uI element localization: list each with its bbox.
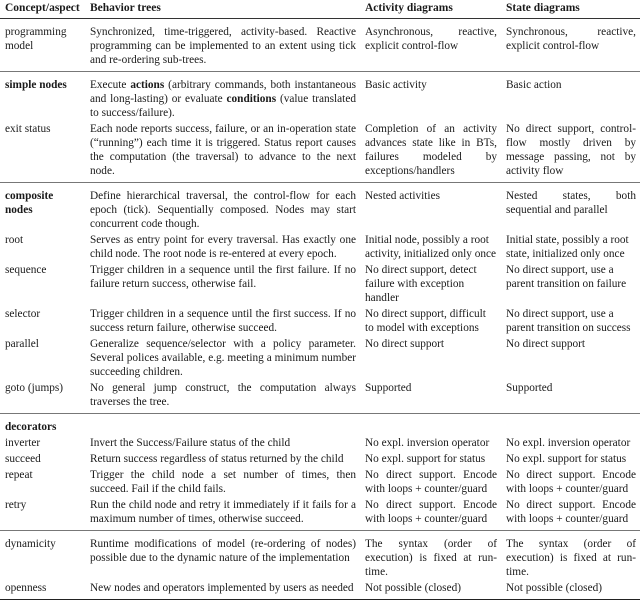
state-diagrams-cell: No direct support, use a parent transition on failure [506, 264, 627, 290]
behavior-trees-cell: No general jump construct, the computation always traverses the tree. [85, 380, 360, 414]
behavior-trees-cell: Trigger the child node a set number of times, then succeed. Fail if the child fails. [90, 469, 356, 495]
behavior-trees-cell: Trigger children in a sequence until the first success. If no success return failure, otherwise succeed. [90, 308, 356, 334]
behavior-trees-cell: Return success regardless of status returned by the child [90, 453, 344, 465]
behavior-trees-cell: Runtime modifications of model (re-ordering of nodes) possible due to the dynamic nature of the implementation [90, 538, 356, 564]
state-diagrams-cell: No expl. support for status [506, 453, 627, 465]
behavior-trees-cell [85, 414, 360, 436]
activity-diagrams-cell: The syntax (order of execution) is fixed at run-time. [365, 538, 497, 578]
activity-diagrams-cell: Completion of an activity advances state like in BTs, failures modeled by exceptions/handlers [360, 121, 501, 183]
activity-diagrams-cell: No direct support [365, 338, 445, 350]
concept-cell: repeat [5, 469, 33, 481]
concept-cell: composite nodes [5, 190, 54, 216]
table-row [0, 306, 640, 336]
state-diagrams-cell: The syntax (order of execution) is fixed at run-time. [506, 538, 636, 578]
state-diagrams-cell: Basic action [506, 79, 562, 91]
state-diagrams-cell: No direct support. Encode with loops + counter/guard [506, 469, 636, 495]
behavior-trees-cell: Trigger children in a sequence until the first failure. If no failure return success, otherwise fail. [90, 264, 356, 290]
concept-cell: sequence [5, 264, 47, 276]
state-diagrams-cell: No direct support [506, 338, 586, 350]
concept-cell: parallel [5, 338, 39, 350]
behavior-trees-cell: Run the child node and retry it immediately if it fails for a maximum number of times, otherwise succeed. [85, 497, 360, 531]
concept-cell: programming model [0, 19, 85, 72]
activity-diagrams-cell: Supported [360, 380, 501, 414]
behavior-trees-cell: Generalize sequence/selector with a policy parameter. Several polices available, e.g. meeting a minimum number succeeding children. [90, 338, 356, 378]
concept-cell: dynamicity [5, 538, 56, 550]
activity-diagrams-cell: No direct support. Encode with loops + counter/guard [360, 497, 501, 531]
state-diagrams-cell: Initial state, possibly a root state, initialized only once [506, 234, 629, 260]
table-row [0, 414, 640, 436]
table-row [0, 121, 640, 183]
table-row [0, 336, 640, 380]
activity-diagrams-cell: No expl. support for status [365, 453, 486, 465]
concept-cell: goto (jumps) [0, 380, 85, 414]
concept-cell: exit status [0, 121, 85, 183]
table-row [0, 580, 640, 600]
activity-diagrams-cell: No direct support, detect failure with exception handler [365, 264, 477, 304]
table-row [0, 380, 640, 414]
table-row [0, 451, 640, 467]
state-diagrams-cell: Synchronous, reactive, explicit control-flow [501, 19, 640, 72]
state-diagrams-cell: Nested states, both sequential and parallel [506, 190, 636, 216]
state-diagrams-cell: Not possible (closed) [501, 580, 640, 600]
activity-diagrams-cell: Initial node, possibly a root activity, initialized only once [365, 234, 497, 260]
state-diagrams-cell: No direct support, control-flow mostly driven by message passing, not by activity flow [501, 121, 640, 183]
header-state-diagrams: State diagrams [501, 0, 640, 19]
state-diagrams-cell: No direct support. Encode with loops + counter/guard [501, 497, 640, 531]
behavior-trees-cell: Serves as entry point for every traversal. Has exactly one child node. The root node is re-entered at every epoch. [90, 234, 356, 260]
state-diagrams-cell [501, 414, 640, 436]
table-row [0, 183, 640, 233]
header-behavior-trees: Behavior trees [85, 0, 360, 19]
table-row [0, 19, 640, 72]
behavior-trees-cell: New nodes and operators implemented by users as needed [85, 580, 360, 600]
state-diagrams-cell: No direct support, use a parent transition on success [506, 308, 631, 334]
table-row [0, 232, 640, 262]
behavior-trees-cell: Invert the Success/Failure status of the child [90, 437, 291, 449]
bold-term: conditions [226, 93, 277, 105]
text-run: Execute [90, 79, 131, 91]
concept-cell: selector [5, 308, 41, 320]
activity-diagrams-cell: Nested activities [365, 190, 440, 202]
activity-diagrams-cell [360, 414, 501, 436]
behavior-trees-cell: Define hierarchical traversal, the control-flow for each epoch (tick). Sequentially composed. Nodes may start concurrent code though. [90, 190, 356, 230]
text-run: (value translated to success/failure). [90, 93, 356, 119]
activity-diagrams-cell: No direct support. Encode with loops + counter/guard [365, 469, 497, 495]
behavior-trees-cell: Synchronized, time-triggered, activity-based. Reactive programming can be implemented to an extent using tick and re-ordering sub-trees. [85, 19, 360, 72]
header-concept: Concept/aspect [0, 0, 85, 19]
state-diagrams-cell: Supported [501, 380, 640, 414]
concept-cell: openness [0, 580, 85, 600]
concept-cell: succeed [5, 453, 41, 465]
table-row [0, 72, 640, 122]
behavior-trees-cell [85, 72, 360, 122]
table-row [0, 497, 640, 531]
table-row [0, 435, 640, 451]
behavior-trees-cell: Each node reports success, failure, or an in-operation state (“running”) each time it is triggered. Status report causes the computation (the traversal) to advance to the next node. [85, 121, 360, 183]
bold-term: actions [130, 79, 165, 91]
header-row [0, 0, 640, 19]
table-row [0, 467, 640, 497]
activity-diagrams-cell: No direct support, difficult to model with exceptions [365, 308, 486, 334]
concept-cell: retry [0, 497, 85, 531]
table-row [0, 531, 640, 581]
activity-diagrams-cell: No expl. inversion operator [365, 437, 490, 449]
text-run: (arbitrary commands, both instantaneous and long-lasting) or evaluate [90, 79, 357, 105]
concept-cell: root [5, 234, 24, 246]
activity-diagrams-cell: Asynchronous, reactive, explicit control-flow [360, 19, 501, 72]
concept-cell: inverter [5, 437, 41, 449]
header-activity-diagrams: Activity diagrams [360, 0, 501, 19]
table-row [0, 262, 640, 306]
concept-cell: decorators [5, 421, 57, 433]
activity-diagrams-cell: Basic activity [365, 79, 427, 91]
concept-cell: simple nodes [5, 79, 67, 91]
activity-diagrams-cell: Not possible (closed) [360, 580, 501, 600]
state-diagrams-cell: No expl. inversion operator [506, 437, 631, 449]
